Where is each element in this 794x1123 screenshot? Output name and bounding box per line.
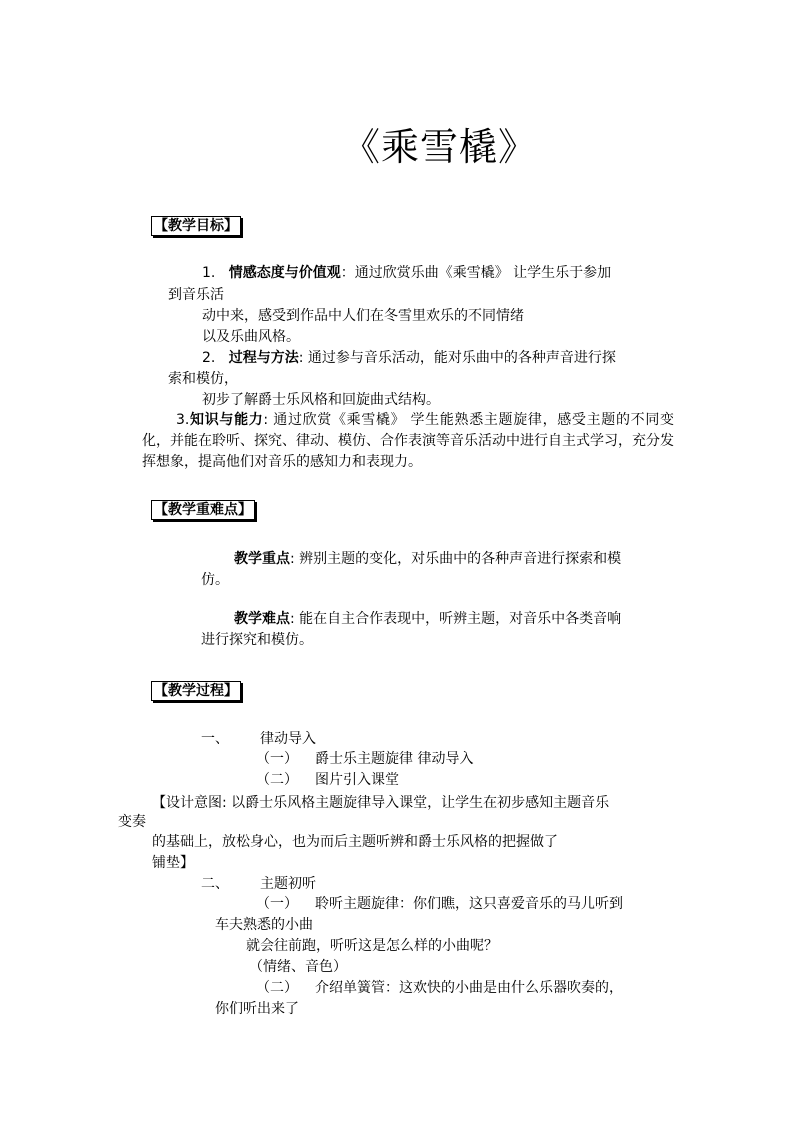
goal-3-label: 知识与能力 bbox=[189, 412, 264, 428]
goal-1-line bbox=[202, 263, 611, 283]
design-intent-line2: 变奏 bbox=[118, 814, 146, 830]
key-point-1 bbox=[234, 549, 621, 569]
step-2b-line2: 你们听出来了 bbox=[215, 1001, 299, 1017]
step-1-title: 律动导入 bbox=[260, 731, 316, 747]
goal-2-line bbox=[202, 348, 616, 368]
goal-3-paragraph bbox=[142, 410, 674, 473]
step-1b-text: 图片引入课堂 bbox=[315, 772, 399, 788]
key-point-1-line2: 仿。 bbox=[201, 572, 229, 588]
step-1a-text: 爵士乐主题旋律 律动导入 bbox=[315, 751, 474, 767]
key-point-1-text: : 辨别主题的变化，对乐曲中的各种声音进行探索和模 bbox=[290, 551, 622, 567]
step-2b-number: （二） bbox=[256, 980, 298, 996]
goals-heading: 【教学目标】 bbox=[151, 216, 241, 236]
goal-1-number: 1. bbox=[202, 265, 216, 281]
step-2a-line4: （情绪、音色） bbox=[249, 959, 347, 975]
goal-1-label: 情感态度与价值观 bbox=[228, 265, 341, 281]
goal-2-number: 2. bbox=[202, 350, 216, 366]
design-intent-line1: 【设计意图: 以爵士乐风格主题旋律导入课堂，让学生在初步感知主题音乐 bbox=[152, 795, 610, 811]
design-intent-line3: 的基础上，放松身心，也为而后主题听辨和爵士乐风格的把握做了 bbox=[152, 834, 558, 850]
step-2b-text: 介绍单簧管：这欢快的小曲是由什么乐器吹奏的， bbox=[315, 980, 623, 996]
page-title: 《乘雪橇》 bbox=[342, 125, 538, 169]
step-1b-number: （二） bbox=[256, 772, 298, 788]
key-points-heading: 【教学重难点】 bbox=[151, 500, 255, 520]
step-1a-number: （一） bbox=[256, 751, 298, 767]
goal-1-line2: 到音乐活 bbox=[168, 287, 224, 303]
key-point-2 bbox=[234, 609, 621, 629]
process-heading: 【教学过程】 bbox=[151, 681, 241, 701]
step-2a-number: （一） bbox=[256, 896, 298, 912]
goal-2-label: 过程与方法 bbox=[228, 350, 299, 366]
step-1-number: 一、 bbox=[201, 731, 229, 747]
step-2-number: 二、 bbox=[201, 876, 229, 892]
goal-3-number: 3. bbox=[176, 412, 190, 428]
goal-1-line3: 动中来，感受到作品中人们在冬雪里欢乐的不同情绪 bbox=[202, 308, 524, 324]
step-2a-text: 聆听主题旋律：你们瞧，这只喜爱音乐的马儿听到 bbox=[315, 896, 623, 912]
goal-3-text: : 通过欣赏《乘雪橇》 学生能熟悉主题旋律，感受主题的不同变化，并能在聆听、探究、律动、模仿、合作表演等音乐活动中进行自主式学习，充分发挥想象，提高他们对音乐的感知力和表现力。 bbox=[142, 412, 674, 470]
goal-1-text: ：通过欣赏乐曲《乘雪橇》 让学生乐于参加 bbox=[340, 265, 612, 281]
key-point-1-label: 教学重点 bbox=[234, 551, 290, 567]
step-2a-line2: 车夫熟悉的小曲 bbox=[215, 917, 313, 933]
step-2a-line3: 就会往前跑，听听这是怎么样的小曲呢？ bbox=[246, 938, 498, 954]
design-intent-line4: 铺垫】 bbox=[152, 855, 194, 871]
goal-2-line3: 初步了解爵士乐风格和回旋曲式结构。 bbox=[202, 392, 440, 408]
key-point-2-text: : 能在自主合作表现中，听辨主题，对音乐中各类音响 bbox=[290, 611, 622, 627]
goal-2-line2: 索和模仿， bbox=[168, 371, 238, 387]
goal-1-line4: 以及乐曲风格。 bbox=[202, 329, 300, 345]
key-point-2-label: 教学难点 bbox=[234, 611, 290, 627]
key-point-2-line2: 进行探究和模仿。 bbox=[201, 632, 313, 648]
step-2-title: 主题初听 bbox=[260, 876, 316, 892]
goal-2-text: : 通过参与音乐活动，能对乐曲中的各种声音进行探 bbox=[298, 350, 616, 366]
